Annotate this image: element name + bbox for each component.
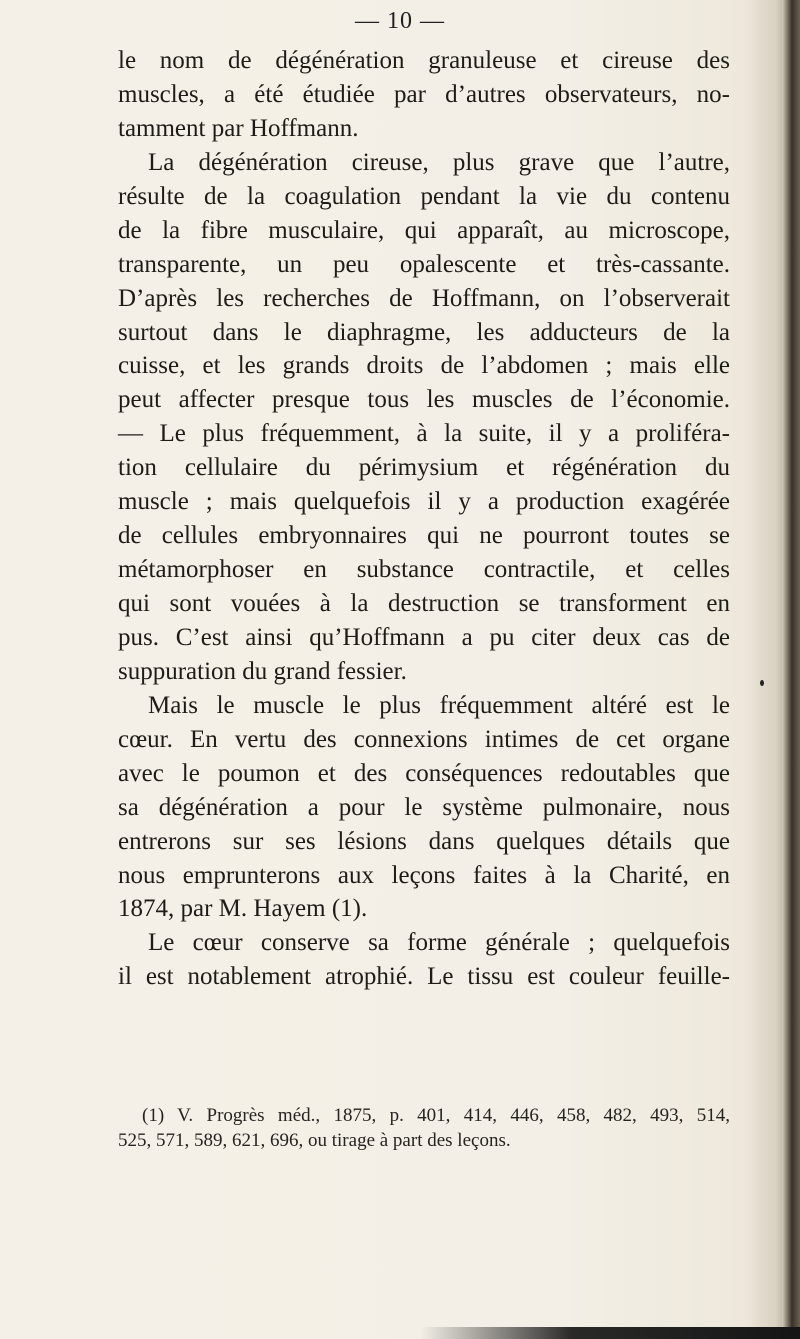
body-line: La dégénération cireuse, plus grave que l’autre, [148, 148, 730, 176]
body-line: muscle ; mais quelquefois il y a production exagérée [118, 488, 730, 516]
body-line: pus. C’est ainsi qu’Hoffmann a pu citer deux cas de [118, 623, 730, 651]
body-line: qui sont vouées à la destruction se transforment en [118, 590, 730, 617]
body-line: suppuration du grand fessier. [118, 657, 407, 685]
body-line: D’après les recherches de Hoffmann, on l’observerait [118, 284, 730, 312]
body-line: Mais le muscle le plus fréquemment altéré est le [148, 691, 730, 719]
body-line: nous emprunterons aux leçons faites à la Charité, en [118, 861, 730, 889]
page-number: — 10 — [355, 8, 445, 34]
body-line: métamorphoser en substance contractile, et celles [118, 556, 730, 584]
body-line: Le cœur conserve sa forme générale ; quelquefois [148, 929, 730, 957]
body-line: entrerons sur ses lésions dans quelques détails que [118, 827, 730, 855]
body-line: cœur. En vertu des connexions intimes de cet organe [118, 725, 730, 753]
body-line: tion cellulaire du périmysium et régénération du [118, 454, 730, 482]
body-line: surtout dans le diaphragme, les adducteurs de la [118, 318, 730, 346]
body-line: avec le poumon et des conséquences redoutables que [118, 759, 730, 787]
body-line: peut affecter presque tous les muscles de l’économie. [118, 386, 730, 414]
page-edge-shadow [782, 0, 800, 1339]
body-text [118, 44, 730, 994]
body-line: de cellules embryonnaires qui ne pourront toutes se [118, 522, 730, 550]
body-line: transparente, un peu opalescente et très-cassante. [118, 250, 730, 278]
bottom-edge-shadow [420, 1327, 800, 1339]
body-line: il est notablement atrophié. Le tissu est couleur feuille- [118, 963, 730, 991]
body-line: 1874, par M. Hayem (1). [118, 895, 368, 923]
body-line: le nom de dégénération granuleuse et cireuse des [118, 47, 730, 74]
footnote [118, 1103, 730, 1153]
footnote-line: (1) V. Progrès méd., 1875, p. 401, 414, 446, 458, 482, 493, 514, [142, 1105, 730, 1126]
footnote-line: 525, 571, 589, 621, 696, ou tirage à part des leçons. [118, 1130, 511, 1151]
body-line: cuisse, et les grands droits de l’abdomen ; mais elle [118, 352, 730, 380]
body-line: — Le plus fréquemment, à la suite, il y a proliféra- [118, 420, 730, 448]
body-line: tamment par Hoffmann. [118, 114, 359, 142]
body-line: résulte de la coagulation pendant la vie du contenu [118, 182, 730, 210]
body-line: de la fibre musculaire, qui apparaît, au microscope, [118, 216, 730, 244]
body-line: sa dégénération a pour le système pulmonaire, nous [118, 793, 730, 821]
body-line: muscles, a été étudiée par d’autres observateurs, no- [118, 80, 730, 108]
ink-spot [760, 680, 764, 686]
